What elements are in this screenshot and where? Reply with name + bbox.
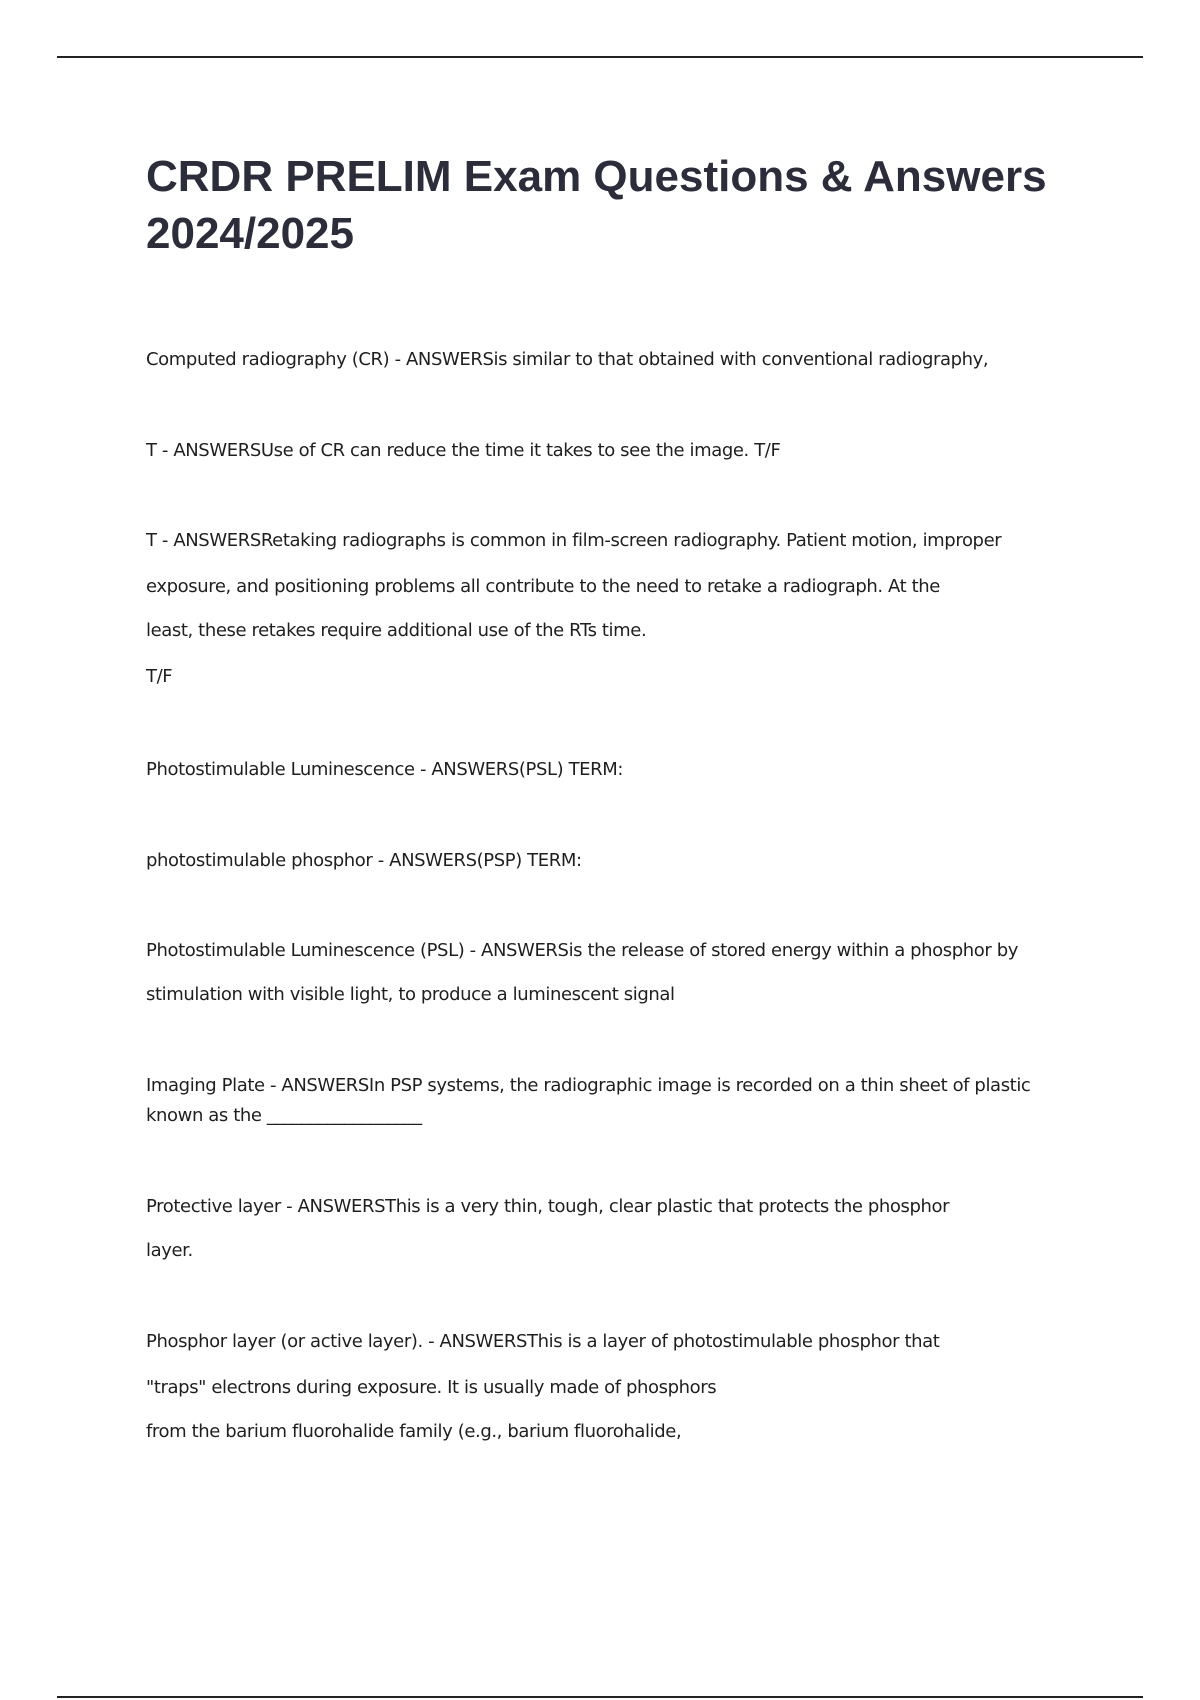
qa-entry-computed-radiography bbox=[146, 350, 1076, 370]
entry-line: Protective layer - ANSWERSThis is a very thin, tough, clear plastic that protects the phosphor bbox=[146, 1196, 950, 1217]
qa-entry-protective-layer bbox=[146, 1197, 1076, 1261]
entry-line: known as the __________________ bbox=[146, 1105, 422, 1126]
entry-line: photostimulable phosphor - ANSWERS(PSP) TERM: bbox=[146, 850, 582, 871]
document-title: CRDR PRELIM Exam Questions & Answers 2024/2025 bbox=[146, 152, 1047, 258]
entry-line: from the barium fluorohalide family (e.g., barium fluorohalide, bbox=[146, 1421, 682, 1442]
entry-line: layer. bbox=[146, 1240, 193, 1261]
qa-entry-imaging-plate bbox=[146, 1076, 1076, 1126]
entry-line: T - ANSWERSRetaking radiographs is common in film-screen radiography. Patient motion, improper bbox=[146, 530, 1002, 551]
qa-entry-retaking-radiographs bbox=[146, 531, 1076, 687]
bottom-rule bbox=[57, 1696, 1143, 1698]
entry-line: Imaging Plate - ANSWERSIn PSP systems, the radiographic image is recorded on a thin sheet of plastic bbox=[146, 1075, 1031, 1096]
qa-entry-cr-time bbox=[146, 441, 1076, 461]
entry-line: T/F bbox=[146, 666, 173, 687]
qa-entry-phosphor-layer bbox=[146, 1332, 1076, 1442]
entry-line: Computed radiography (CR) - ANSWERSis similar to that obtained with conventional radiography, bbox=[146, 349, 989, 370]
entry-line: exposure, and positioning problems all contribute to the need to retake a radiograph. At the bbox=[146, 576, 940, 597]
entry-line: Phosphor layer (or active layer). - ANSWERSThis is a layer of photostimulable phosphor that bbox=[146, 1331, 940, 1352]
entry-line: least, these retakes require additional use of the RTs time. bbox=[146, 620, 647, 641]
entry-line: T - ANSWERSUse of CR can reduce the time it takes to see the image. T/F bbox=[146, 440, 781, 461]
entry-line: Photostimulable Luminescence - ANSWERS(PSL) TERM: bbox=[146, 759, 624, 780]
qa-entry-psl-term bbox=[146, 760, 1076, 780]
entry-line: "traps" electrons during exposure. It is usually made of phosphors bbox=[146, 1377, 717, 1398]
qa-entry-psp-term bbox=[146, 851, 1076, 871]
top-rule bbox=[57, 56, 1143, 58]
entry-line: Photostimulable Luminescence (PSL) - ANSWERSis the release of stored energy within a phosphor by bbox=[146, 940, 1019, 961]
qa-entry-psl-definition bbox=[146, 941, 1076, 1005]
entry-line: stimulation with visible light, to produce a luminescent signal bbox=[146, 984, 675, 1005]
